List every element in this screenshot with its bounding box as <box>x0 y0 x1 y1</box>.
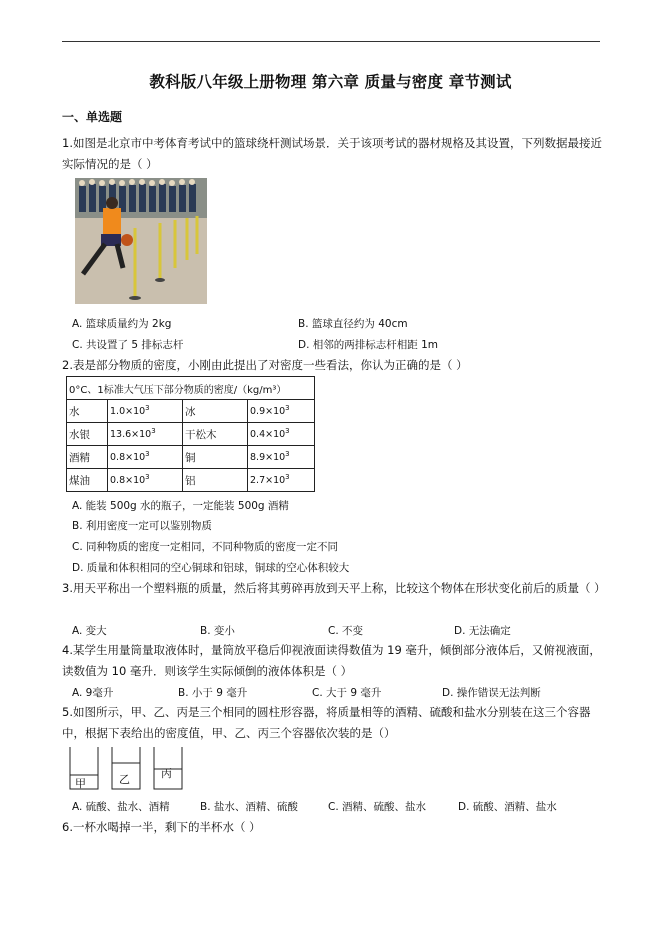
option-1a[interactable]: A. 篮球质量约为 2kg <box>72 318 172 330</box>
question-4-text: 4.某学生用量筒量取液体时，量筒放平稳后仰视液面读得数值为 19 毫升，倾倒部分液体后，又俯视液面，读数值为 10 毫升．则该学生实际倾倒的液体体积是（ ） <box>62 643 601 678</box>
density-value: $0.8\times 10^3$ <box>108 446 183 469</box>
substance-name: 水银 <box>67 423 108 446</box>
question-1-text: 1.如图是北京市中考体育考试中的篮球绕杆测试场景．关于该项考试的器材规格及其设置，下列数据最接近实际情况的是（ ） <box>62 136 602 171</box>
option-3d[interactable]: D. 无法确定 <box>454 625 511 637</box>
option-5b[interactable]: B. 盐水、酒精、硫酸 <box>200 801 298 813</box>
substance-name: 铝 <box>183 469 248 492</box>
table-row <box>67 446 315 469</box>
density-value: $2.7\times 10^3$ <box>248 469 315 492</box>
option-3c[interactable]: C. 不变 <box>328 625 364 637</box>
option-3a[interactable]: A. 变大 <box>72 625 107 637</box>
question-3-text: 3.用天平称出一个塑料瓶的质量，然后将其剪碎再放到天平上称，比较这个物体在形状变化前后的质量（ ） <box>62 581 606 595</box>
option-4a[interactable]: A. 9毫升 <box>72 687 114 699</box>
density-value: $0.8\times 10^3$ <box>108 469 183 492</box>
density-value: $0.9\times 10^3$ <box>248 400 315 423</box>
density-value: $8.9\times 10^3$ <box>248 446 315 469</box>
density-table <box>66 376 315 492</box>
table-row <box>67 423 315 446</box>
option-4c[interactable]: C. 大于 9 毫升 <box>312 687 382 699</box>
question-5-text: 5.如图所示，甲、乙、丙是三个相同的圆柱形容器，将质量相等的酒精、硫酸和盐水分别装在这三个容器中，根据下表给出的密度值，甲、乙、丙三个容器依次装的是（） <box>62 705 591 740</box>
substance-name: 煤油 <box>67 469 108 492</box>
substance-name: 水 <box>67 400 108 423</box>
option-2a[interactable]: A. 能装 500g 水的瓶子，一定能装 500g 酒精 <box>72 500 289 512</box>
option-1b[interactable]: B. 篮球直径约为 40cm <box>298 318 408 330</box>
option-2b[interactable]: B. 利用密度一定可以鉴别物质 <box>72 520 212 532</box>
header-rule <box>62 41 600 42</box>
option-5c[interactable]: C. 酒精、硫酸、盐水 <box>328 801 427 813</box>
option-4d[interactable]: D. 操作错误无法判断 <box>442 687 541 699</box>
option-4b[interactable]: B. 小于 9 毫升 <box>178 687 248 699</box>
density-value: $13.6\times 10^3$ <box>108 423 183 446</box>
density-value: $1.0\times 10^3$ <box>108 400 183 423</box>
table-row <box>67 469 315 492</box>
question-6-text: 6.一杯水喝掉一半，剩下的半杯水（ ） <box>62 820 261 834</box>
containers-figure <box>66 745 196 795</box>
option-1c[interactable]: C. 共设置了 5 排标志杆 <box>72 339 184 351</box>
table-row <box>67 400 315 423</box>
option-2d[interactable]: D. 质量和体积相同的空心铜球和铝球，铜球的空心体积较大 <box>72 562 350 574</box>
substance-name: 酒精 <box>67 446 108 469</box>
question-2-text: 2.表是部分物质的密度，小刚由此提出了对密度一些看法，你认为正确的是（ ） <box>62 358 468 372</box>
container-label-jia: 甲 <box>75 777 86 790</box>
option-2c[interactable]: C. 同种物质的密度一定相同，不同种物质的密度一定不同 <box>72 541 339 553</box>
substance-name: 干松木 <box>183 423 248 446</box>
container-label-yi: 乙 <box>119 773 130 786</box>
substance-name: 铜 <box>183 446 248 469</box>
option-5d[interactable]: D. 硫酸、酒精、盐水 <box>458 801 557 813</box>
section-heading: 一、单选题 <box>62 110 123 124</box>
table-caption: 0°C、1标准大气压下部分物质的密度/（kg/m³） <box>67 377 315 400</box>
basketball-test-photo <box>75 178 207 304</box>
option-1d[interactable]: D. 相邻的两排标志杆相距 1m <box>298 339 439 351</box>
density-value: $0.4\times 10^3$ <box>248 423 315 446</box>
page-title: 教科版八年级上册物理 第六章 质量与密度 章节测试 <box>149 73 512 91</box>
option-3b[interactable]: B. 变小 <box>200 625 235 637</box>
substance-name: 冰 <box>183 400 248 423</box>
option-5a[interactable]: A. 硫酸、盐水、酒精 <box>72 801 170 813</box>
container-label-bing: 丙 <box>161 767 172 780</box>
